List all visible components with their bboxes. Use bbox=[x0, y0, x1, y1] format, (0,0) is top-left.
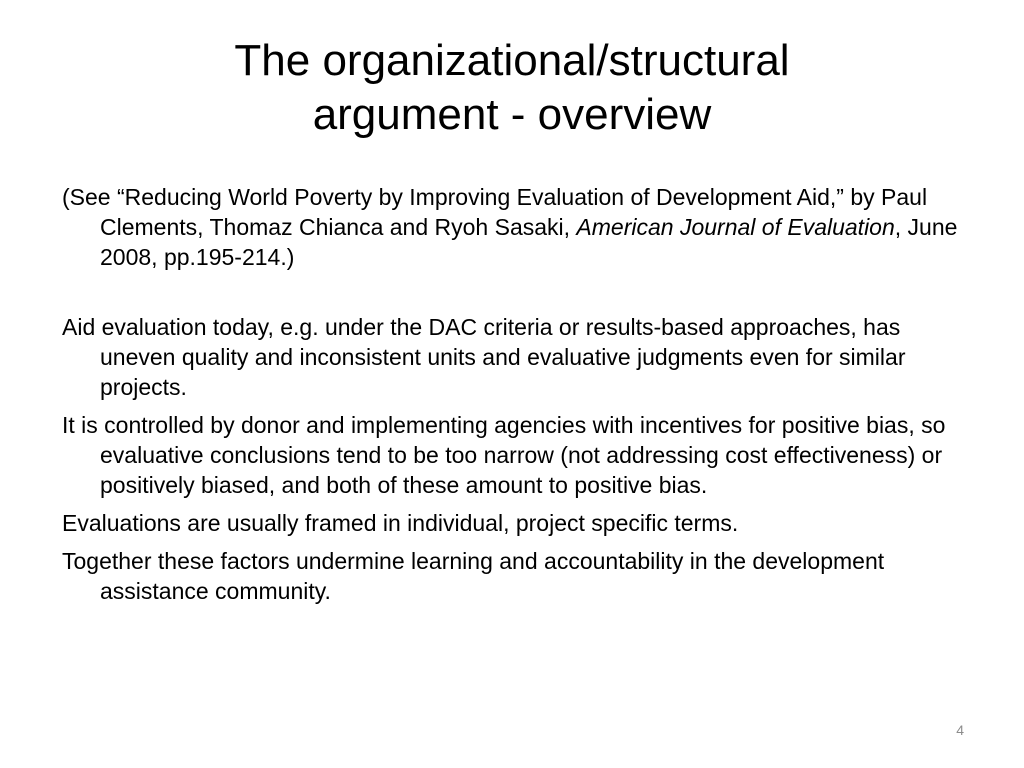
journal-title: American Journal of Evaluation bbox=[576, 214, 895, 240]
page-number: 4 bbox=[956, 722, 964, 738]
slide-body bbox=[62, 182, 972, 614]
title-line-1: The organizational/structural bbox=[234, 36, 790, 85]
body-paragraph-project-framing: Evaluations are usually framed in individual, project specific terms. bbox=[62, 510, 739, 536]
citation-paragraph bbox=[62, 182, 972, 272]
body-paragraph-evaluation-quality: Aid evaluation today, e.g. under the DAC criteria or results-based approaches, has uneven quality and inconsistent units and evaluative judgments even for similar projects. bbox=[62, 314, 906, 400]
body-paragraph-conclusion: Together these factors undermine learning and accountability in the development assistance community. bbox=[62, 548, 885, 604]
citation-date-pages: , June 2008, pp.195-214.) bbox=[100, 214, 958, 270]
title-line-2: argument - overview bbox=[312, 90, 712, 139]
body-paragraph-positive-bias: It is controlled by donor and implementing agencies with incentives for positive bias, so evaluative conclusions tend to be too narrow (not addressing cost effectiveness) or positively biased, and both of these amount to positive bias. bbox=[62, 412, 946, 498]
citation-text: (See “Reducing World Poverty by Improving Evaluation of Development Aid,” by Paul Clements, Thomaz Chianca and Ryoh Sasaki, bbox=[62, 184, 928, 240]
slide-title bbox=[60, 34, 964, 142]
